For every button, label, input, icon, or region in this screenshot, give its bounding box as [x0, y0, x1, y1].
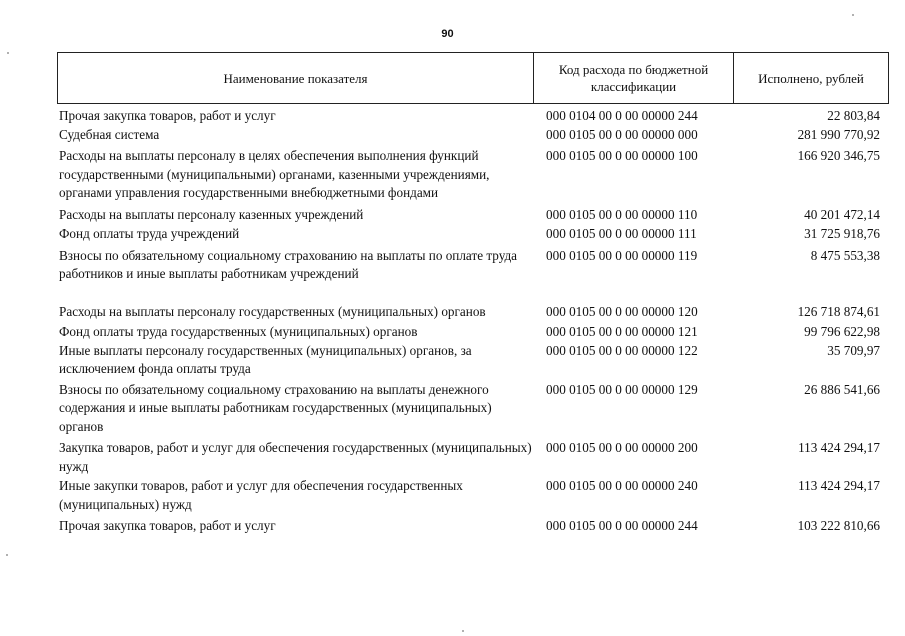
- row-code: 000 0105 00 0 00 00000 119: [546, 247, 698, 263]
- row-amount: 8 475 553,38: [810, 247, 880, 263]
- row-name: Фонд оплаты труда государственных (муниципальных) органов: [59, 324, 418, 339]
- row-code: 000 0104 00 0 00 00000 244: [546, 108, 698, 123]
- table-row: [58, 439, 888, 476]
- table-row: [58, 126, 888, 145]
- page-number: 90: [441, 28, 454, 40]
- scan-speck: [7, 52, 9, 54]
- scan-speck: [6, 554, 8, 556]
- table-row: [58, 225, 888, 244]
- row-name: Взносы по обязательному социальному страхованию на выплаты по оплате труда работников и иные выплаты работникам учреждений: [59, 247, 518, 281]
- row-amount: 281 990 770,92: [797, 126, 880, 142]
- row-amount: 31 725 918,76: [804, 226, 880, 241]
- header-amount: Исполнено, рублей: [758, 70, 864, 86]
- row-name: Иные выплаты персоналу государственных (муниципальных) органов, за исключением фонда оплаты труда: [59, 342, 472, 376]
- scan-speck: [852, 14, 854, 16]
- row-amount: 22 803,84: [827, 108, 880, 123]
- table-body: [58, 107, 888, 536]
- row-amount: 35 709,97: [827, 342, 880, 358]
- row-name: Фонд оплаты труда учреждений: [59, 226, 240, 241]
- table-row: [58, 477, 888, 514]
- row-amount: 26 886 541,66: [804, 381, 880, 397]
- scan-speck: [462, 630, 464, 632]
- row-amount: 99 796 622,98: [804, 324, 880, 339]
- row-code: 000 0105 00 0 00 00000 129: [546, 381, 698, 397]
- table-row: [58, 517, 888, 536]
- row-name: Прочая закупка товаров, работ и услуг: [59, 518, 276, 533]
- header-code: Код расхода по бюджетной классификации: [534, 53, 734, 103]
- header-name: Наименование показателя: [58, 53, 534, 103]
- row-name: Взносы по обязательному социальному страхованию на выплаты денежного содержания и иные выплаты работникам государственных (муниципальных) органов: [59, 381, 492, 434]
- row-code: 000 0105 00 0 00 00000 240: [546, 478, 698, 493]
- row-code: 000 0105 00 0 00 00000 200: [546, 440, 698, 455]
- row-name: Расходы на выплаты персоналу государственных (муниципальных) органов: [59, 303, 486, 319]
- row-name: Иные закупки товаров, работ и услуг для обеспечения государственных (муниципальных) нужд: [59, 478, 463, 512]
- row-code: 000 0105 00 0 00 00000 111: [546, 226, 697, 241]
- row-name: Прочая закупка товаров, работ и услуг: [59, 108, 276, 123]
- table-row: [58, 342, 888, 379]
- row-amount: 103 222 810,66: [797, 518, 880, 533]
- row-code: 000 0105 00 0 00 00000 122: [546, 342, 698, 358]
- row-code: 000 0105 00 0 00 00000 000: [546, 126, 698, 142]
- table-row: [58, 381, 888, 437]
- table-row: [58, 247, 888, 284]
- row-code: 000 0105 00 0 00 00000 110: [546, 206, 698, 222]
- row-code: 000 0105 00 0 00 00000 120: [546, 303, 698, 319]
- row-amount: 40 201 472,14: [804, 206, 880, 222]
- table-header: [57, 52, 889, 104]
- table-row: [58, 303, 888, 322]
- table-row: [58, 107, 888, 126]
- row-name: Расходы на выплаты персоналу в целях обеспечения выполнения функций государственными (муниципальными) органами, казенными учреждениями, органами управления государственными внебюджетными фондами: [59, 148, 490, 200]
- row-name: Судебная система: [59, 126, 160, 142]
- row-code: 000 0105 00 0 00 00000 121: [546, 324, 698, 339]
- row-amount: 113 424 294,17: [798, 478, 880, 493]
- table-row: [58, 147, 888, 203]
- row-amount: 126 718 874,61: [797, 303, 880, 319]
- row-code: 000 0105 00 0 00 00000 100: [546, 148, 698, 163]
- table-row: [58, 206, 888, 225]
- row-amount: 166 920 346,75: [797, 148, 880, 163]
- row-name: Расходы на выплаты персоналу казенных учреждений: [59, 206, 364, 222]
- row-code: 000 0105 00 0 00 00000 244: [546, 518, 698, 533]
- row-amount: 113 424 294,17: [798, 440, 880, 455]
- table-row: [58, 323, 888, 342]
- row-name: Закупка товаров, работ и услуг для обеспечения государственных (муниципальных) нужд: [59, 440, 532, 474]
